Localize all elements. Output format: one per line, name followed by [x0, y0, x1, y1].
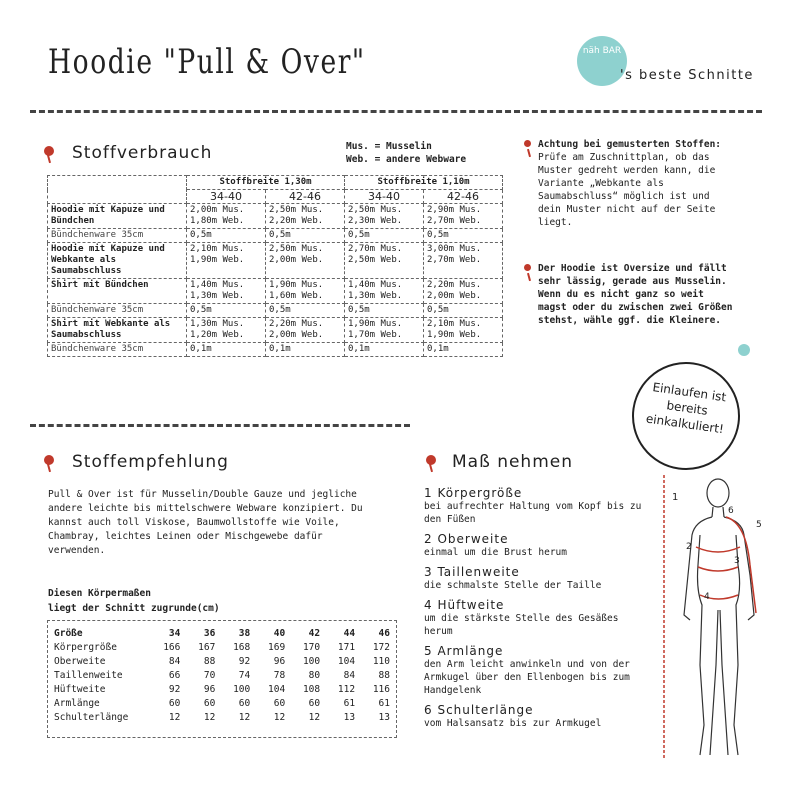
measure-text: um die stärkste Stelle des Gesäßes herum [424, 613, 619, 637]
table-cell: 0,1m [187, 343, 266, 357]
measure-item [424, 644, 650, 697]
fabric-legend [346, 140, 466, 166]
table-cell: Hüftweite [54, 684, 106, 695]
table-cell: 78 [273, 670, 286, 681]
note-pattern [538, 138, 738, 229]
table-cell: 12 [308, 712, 321, 723]
table-cell: 12 [238, 712, 251, 723]
table-cell: 1,40m Mus. 1,30m Web. [187, 279, 266, 304]
pin-icon [426, 455, 436, 465]
table-cell: 167 [198, 642, 216, 653]
table-cell: 166 [163, 642, 181, 653]
fabric-heading: Stoffverbrauch [72, 143, 213, 163]
table-row [48, 641, 396, 655]
measure-title: 3 Taillenweite [424, 565, 520, 579]
measure-heading: Maß nehmen [452, 452, 573, 472]
pin-icon [44, 455, 54, 465]
measure-title: 5 Armlänge [424, 644, 504, 658]
page-title: Hoodie "Pull & Over" [48, 42, 366, 82]
header-divider [30, 110, 762, 113]
measure-item [424, 486, 650, 526]
table-cell: 74 [238, 670, 251, 681]
table-corner [48, 176, 187, 204]
legend-line: Mus. = Musselin [346, 141, 432, 152]
table-cell: 168 [233, 642, 251, 653]
table-cell: 0,5m [424, 229, 503, 243]
table-cell: 1,30m Mus. 1,20m Web. [187, 318, 266, 343]
table-cell: 110 [372, 656, 390, 667]
table-cell: Oberweite [54, 656, 106, 667]
section-divider [30, 424, 410, 427]
recommend-text: Pull & Over ist für Musselin/Double Gauze und jegliche andere leichte bis mittelschwere Webware konzipiert. Du kannst auch toll Viskose, Baumwollstoffe wie Voile, Chambray, leichtes Leinen oder Mischgewebe dafür verwenden. [48, 489, 363, 556]
pin-icon [524, 264, 531, 271]
table-cell: 0,5m [266, 304, 345, 318]
table-cell: 2,90m Mus. 2,70m Web. [424, 204, 503, 229]
table-cell: Körpergröße [54, 642, 117, 653]
table-row [48, 279, 503, 304]
table-header: 36 [203, 628, 216, 639]
table-row [48, 711, 396, 725]
table-cell: 92 [168, 684, 181, 695]
table-cell: 0,5m [266, 229, 345, 243]
table-cell: 100 [233, 684, 251, 695]
table-header: 34 [168, 628, 181, 639]
table-row [48, 229, 503, 243]
table-cell: 2,70m Mus. 2,50m Web. [345, 243, 424, 279]
table-cell: 170 [302, 642, 321, 653]
table-cell: 0,5m [424, 304, 503, 318]
table-row [48, 697, 396, 711]
row-sublabel: Bündchenware 35cm [48, 343, 187, 357]
table-cell: 2,50m Mus. 2,20m Web. [266, 204, 345, 229]
table-cell: 12 [273, 712, 286, 723]
table-header: 44 [343, 628, 356, 639]
measure-text: den Arm leicht anwinkeln und von der Armkugel über den Ellenbogen bis zum Handgelenk [424, 659, 630, 696]
table-cell: 1,90m Mus. 1,70m Web. [345, 318, 424, 343]
svg-text:6: 6 [728, 506, 734, 516]
svg-text:2: 2 [686, 542, 692, 552]
table-cell: 88 [378, 670, 390, 681]
table-cell: 92 [238, 656, 251, 667]
table-cell: 84 [168, 656, 181, 667]
table-cell: 171 [337, 642, 356, 653]
row-label: Shirt mit Bündchen [48, 279, 187, 304]
shrinkage-stamp: Einlaufen ist bereits einkalkuliert! [625, 355, 747, 477]
table-cell: 80 [308, 670, 321, 681]
table-cell: 60 [238, 698, 251, 709]
measure-text: die schmalste Stelle der Taille [424, 580, 602, 591]
table-row [48, 669, 396, 683]
table-row [48, 343, 503, 357]
brand-tagline: 's beste Schnitte [620, 68, 754, 83]
table-header: 42 [308, 628, 321, 639]
note-bold: Der Hoodie ist Oversize und fällt sehr lässig, gerade aus Musselin. Wenn du es nicht ganz so weit magst oder du zwischen zwei Größen stehst, wähle ggf. die Kleinere. [538, 263, 733, 326]
table-cell: 12 [168, 712, 181, 723]
table-cell: 60 [168, 698, 181, 709]
table-cell: 0,5m [187, 304, 266, 318]
table-cell: 13 [343, 712, 356, 723]
table-cell: 70 [203, 670, 216, 681]
width-110-header: Stoffbreite 1,10m [345, 176, 503, 190]
measure-item [424, 703, 650, 730]
measure-title: 2 Oberweite [424, 532, 509, 546]
table-cell: 1,90m Mus. 1,60m Web. [266, 279, 345, 304]
note-oversize [538, 262, 738, 327]
table-row [48, 655, 396, 669]
table-cell: 60 [203, 698, 216, 709]
table-header: 38 [238, 628, 251, 639]
measure-item [424, 598, 650, 638]
table-row [48, 204, 503, 229]
table-cell: 2,50m Mus. 2,30m Web. [345, 204, 424, 229]
table-cell: 104 [337, 656, 356, 667]
measure-title: 4 Hüftweite [424, 598, 505, 612]
table-header: 46 [378, 628, 390, 639]
table-cell: 3,00m Mus. 2,70m Web. [424, 243, 503, 279]
table-cell: 0,5m [187, 229, 266, 243]
table-cell: 0,1m [424, 343, 503, 357]
table-cell: 2,50m Mus. 2,00m Web. [266, 243, 345, 279]
table-cell: Armlänge [54, 698, 100, 709]
fabric-table [47, 175, 503, 357]
measure-text: vom Halsansatz bis zur Armkugel [424, 718, 602, 729]
table-row [48, 683, 396, 697]
table-cell: 0,5m [345, 229, 424, 243]
table-cell: 116 [372, 684, 390, 695]
row-label: Shirt mit Webkante als Saumabschluss [48, 318, 187, 343]
row-label: Hoodie mit Kapuze und Bündchen [48, 204, 187, 229]
table-cell: 66 [168, 670, 181, 681]
table-cell: 61 [343, 698, 356, 709]
measure-item [424, 565, 650, 592]
measure-item [424, 532, 650, 559]
table-cell: 2,00m Mus. 1,80m Web. [187, 204, 266, 229]
table-cell: 0,5m [345, 304, 424, 318]
measure-text: bei aufrechter Haltung vom Kopf bis zu den Füßen [424, 501, 642, 525]
table-header: 40 [273, 628, 286, 639]
table-header: Größe [54, 628, 83, 639]
size-group-header: 34-40 [345, 190, 424, 204]
row-sublabel: Bündchenware 35cm [48, 304, 187, 318]
measure-list [424, 486, 650, 730]
row-sublabel: Bündchenware 35cm [48, 229, 187, 243]
note-text: Prüfe am Zuschnittplan, ob das Muster gedreht werden kann, die Variante „Webkante als Saumabschluss“ möglich ist und dein Muster nicht auf der Seite liegt. [538, 152, 716, 228]
table-cell: 13 [378, 712, 390, 723]
table-cell: 1,40m Mus. 1,30m Web. [345, 279, 424, 304]
row-label: Hoodie mit Kapuze und Webkante als Saumabschluss [48, 243, 187, 279]
table-cell: 60 [308, 698, 321, 709]
legend-line: Web. = andere Webware [346, 154, 467, 165]
table-cell: 0,1m [266, 343, 345, 357]
table-cell: 88 [203, 656, 216, 667]
table-cell: 12 [203, 712, 216, 723]
table-cell: 84 [343, 670, 356, 681]
sizes-intro [48, 586, 220, 616]
table-cell: 100 [302, 656, 321, 667]
table-cell: 2,20m Mus. 2,00m Web. [424, 279, 503, 304]
size-group-header: 42-46 [266, 190, 345, 204]
size-table [48, 627, 396, 725]
size-group-header: 42-46 [424, 190, 503, 204]
svg-text:1: 1 [672, 492, 679, 503]
table-cell: 96 [273, 656, 286, 667]
pin-icon [44, 146, 54, 156]
body-figure-illustration [650, 465, 770, 765]
sizes-intro-line: Diesen Körpermaßen [48, 588, 151, 599]
table-header-row [48, 627, 396, 641]
svg-text:5: 5 [756, 520, 762, 530]
table-cell: 104 [268, 684, 286, 695]
table-cell: 96 [203, 684, 216, 695]
note-bold: Achtung bei gemusterten Stoffen: [538, 139, 722, 150]
recommend-heading: Stoffempfehlung [72, 452, 229, 472]
table-cell: 2,10m Mus. 1,90m Web. [187, 243, 266, 279]
measure-title: 1 Körpergröße [424, 486, 523, 500]
table-cell: 60 [273, 698, 286, 709]
sizes-intro-line: liegt der Schnitt zugrunde(cm) [48, 603, 220, 614]
table-cell: Taillenweite [54, 670, 123, 681]
measure-text: einmal um die Brust herum [424, 547, 567, 558]
table-cell: 108 [302, 684, 321, 695]
svg-text:3: 3 [734, 556, 740, 566]
pin-head-icon [738, 344, 750, 356]
table-cell: Schulterlänge [54, 712, 129, 723]
table-cell: 61 [378, 698, 390, 709]
size-table-box [47, 620, 397, 738]
size-group-header: 34-40 [187, 190, 266, 204]
svg-text:4: 4 [704, 592, 710, 602]
table-cell: 2,20m Mus. 2,00m Web. [266, 318, 345, 343]
table-cell: 2,10m Mus. 1,90m Web. [424, 318, 503, 343]
brand-logo-text: näh BAR [582, 46, 622, 56]
width-130-header: Stoffbreite 1,30m [187, 176, 345, 190]
table-row [48, 304, 503, 318]
table-row [48, 243, 503, 279]
table-row [48, 318, 503, 343]
table-cell: 0,1m [345, 343, 424, 357]
measure-title: 6 Schulterlänge [424, 703, 534, 717]
pin-icon [524, 140, 531, 147]
table-cell: 112 [337, 684, 356, 695]
table-cell: 169 [268, 642, 286, 653]
table-cell: 172 [372, 642, 390, 653]
